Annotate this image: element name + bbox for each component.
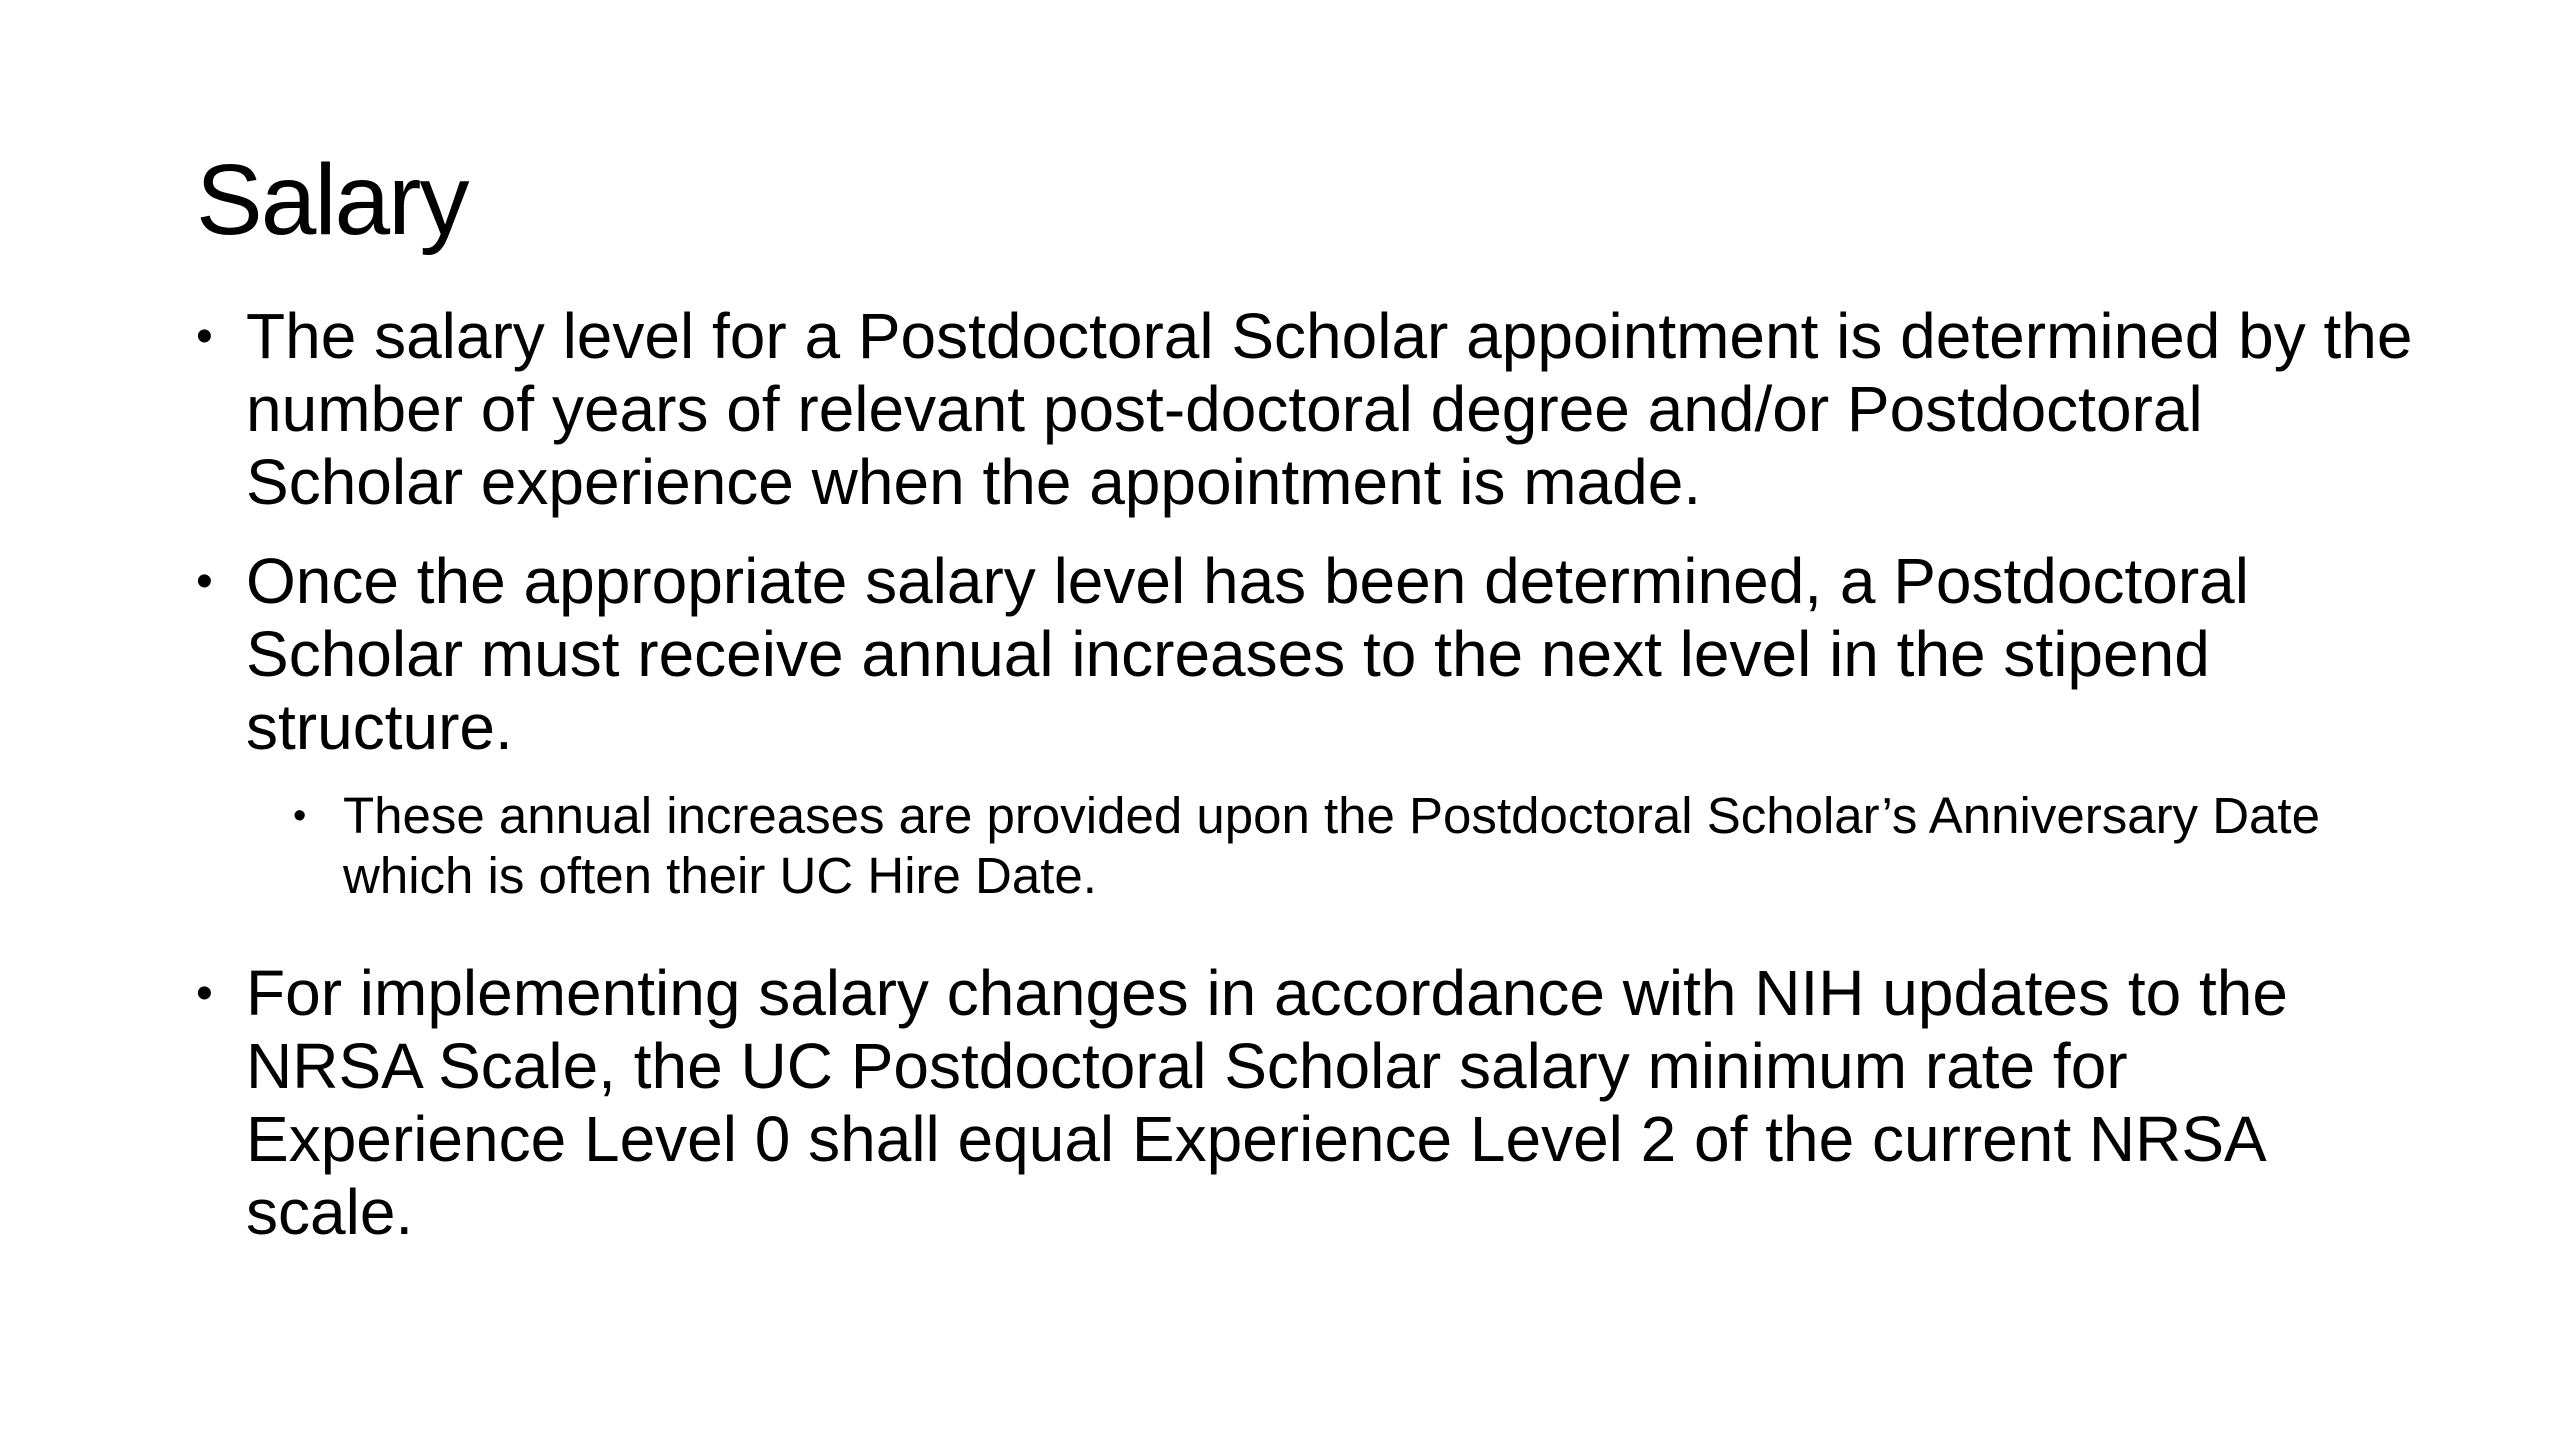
slide-title: Salary (196, 144, 468, 256)
bullet-text: Once the appropriate salary level has been determined, a Postdoctoral Scholar must receive annual increases to the next level in the stipend structure. (246, 545, 2249, 763)
sub-bullet-text: These annual increases are provided upon the Postdoctoral Scholar’s Anniversary Date which is often their UC Hire Date. (343, 787, 2320, 904)
bullet-list (196, 300, 2416, 1249)
sub-bullet-item (196, 786, 2416, 906)
bullet-item (196, 300, 2416, 519)
sub-bullet-dot: • (293, 795, 307, 837)
bullet-dot: • (196, 555, 213, 608)
bullet-item (196, 545, 2416, 764)
bullet-text: The salary level for a Postdoctoral Scholar appointment is determined by the number of years of relevant post-doctoral degree and/or Postdoctoral Scholar experience when the appointment is made. (246, 300, 2413, 518)
bullet-dot: • (196, 967, 213, 1020)
bullet-item (196, 957, 2416, 1249)
bullet-dot: • (196, 310, 213, 363)
bullet-text: For implementing salary changes in accordance with NIH updates to the NRSA Scale, the UC Postdoctoral Scholar salary minimum rate for Experience Level 0 shall equal Experience Level 2 of the current NRSA scale. (246, 957, 2288, 1248)
